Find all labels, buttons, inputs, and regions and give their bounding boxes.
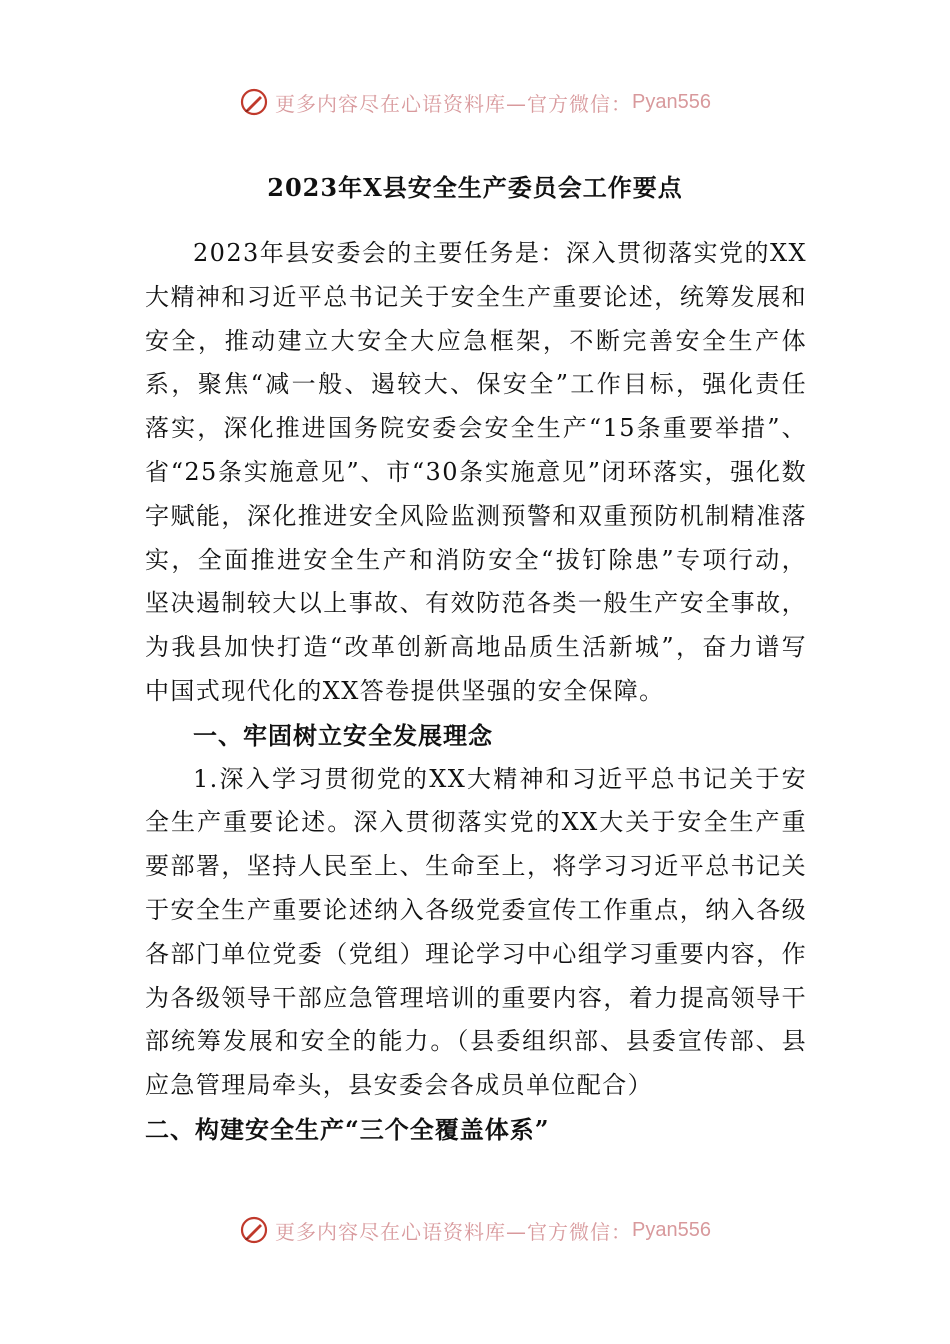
section-2-heading: 二、构建安全生产“三个全覆盖体系” xyxy=(145,1114,550,1144)
pen-logo-icon xyxy=(239,87,269,117)
document-title: 2023年X县安全生产委员会工作要点 xyxy=(267,173,683,202)
pen-logo-icon xyxy=(239,1215,269,1245)
section-1-item-1: 1.深入学习贯彻党的XX大精神和习近平总书记关于安全生产重要论述。深入贯彻落实党的XX大关于安全生产重要部署，坚持人民至上、生命至上，将学习习近平总书记关于安全生产重要论述纳入各级党委宣传工作重点，纳入各级各部门单位党委（党组）理论学习中心组学习重要内容，作为各级领导干部应急管理培训的重要内容，着力提高领导干部统筹发展和安全的能力。（县委组织部、县委宣传部、县应急管理局牵头，县安委会各成员单位配合） xyxy=(145,764,807,1100)
intro-paragraph: 2023年县安委会的主要任务是：深入贯彻落实党的XX大精神和习近平总书记关于安全生产重要论述，统筹发展和安全，推动建立大安全大应急框架，不断完善安全生产体系，聚焦“减一般、遏较大、保安全”工作目标，强化责任落实，深化推进国务院安委会安全生产“15条重要举措”、省“25条实施意见”、市“30条实施意见”闭环落实，强化数字赋能，深化推进安全风险监测预警和双重预防机制精准落实，全面推进安全生产和消防安全“拔钉除患”专项行动，坚决遏制较大以上事故、有效防范各类一般生产安全事故，为我县加快打造“改革创新高地品质生活新城”，奋力谱写中国式现代化的XX答卷提供坚强的安全保障。 xyxy=(145,239,807,705)
watermark-footer xyxy=(0,1210,950,1250)
document-body xyxy=(145,232,807,1152)
watermark-header xyxy=(0,82,950,122)
watermark-wechat-id: Pyan556 xyxy=(632,90,711,113)
watermark-text: 更多内容尽在心语资料库—官方微信： xyxy=(275,91,633,116)
section-1-heading: 一、牢固树立安全发展理念 xyxy=(193,720,493,750)
watermark-wechat-id: Pyan556 xyxy=(632,1218,711,1241)
watermark-text: 更多内容尽在心语资料库—官方微信： xyxy=(275,1219,633,1244)
